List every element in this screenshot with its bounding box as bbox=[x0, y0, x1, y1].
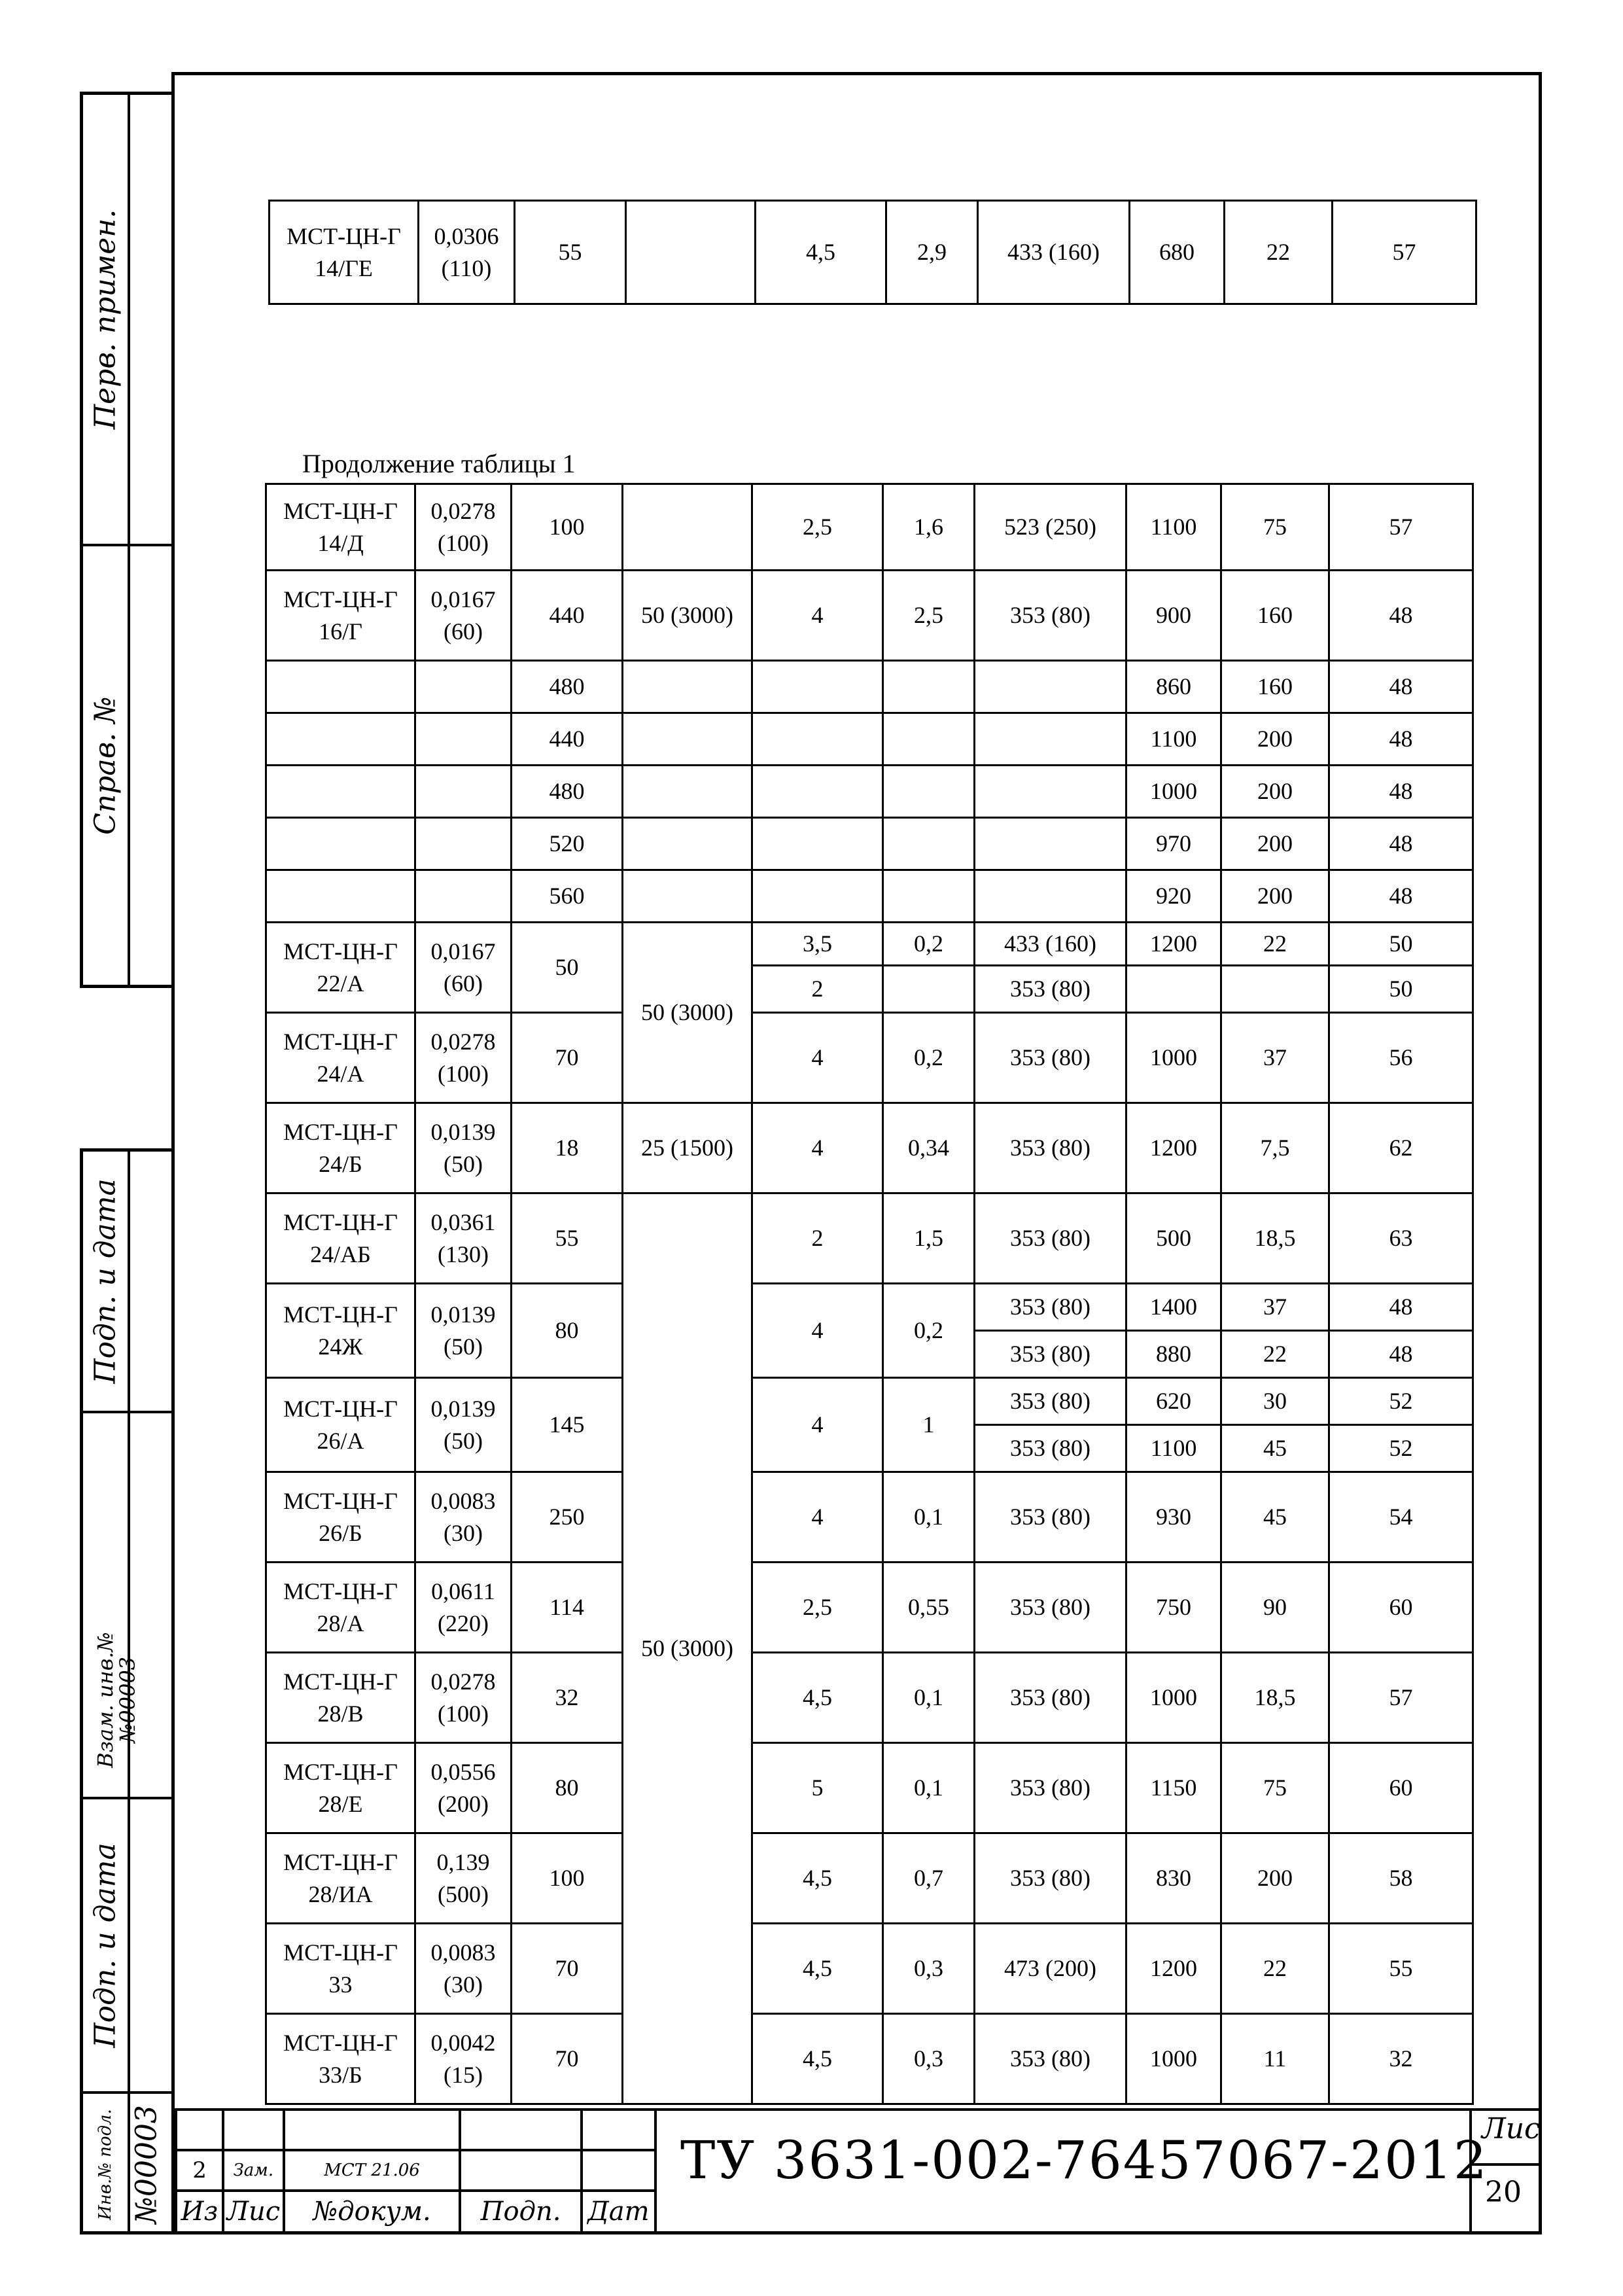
table-cell: 48 bbox=[1329, 571, 1473, 661]
table-cell: 50 (3000) bbox=[623, 1193, 752, 2104]
podp-data-label-2: Подп. и дата bbox=[88, 1843, 122, 2048]
table-cell bbox=[266, 661, 415, 713]
table-cell: 353 (80) bbox=[975, 1193, 1126, 1284]
table-cell: 1000 bbox=[1126, 766, 1221, 818]
table-cell: 900 bbox=[1126, 571, 1221, 661]
table-cell bbox=[415, 818, 512, 870]
table-cell bbox=[266, 818, 415, 870]
table-cell: 0,0139 (50) bbox=[415, 1284, 512, 1378]
table-cell: 4,5 bbox=[756, 201, 886, 304]
inv-podl-label: Инв.№ подл. bbox=[95, 2108, 115, 2220]
table-row bbox=[266, 1924, 1473, 2014]
table-cell: 45 bbox=[1221, 1472, 1329, 1563]
table-cell: 970 bbox=[1126, 818, 1221, 870]
table-cell bbox=[623, 870, 752, 923]
table-cell: МСТ-ЦН-Г 14/ГЕ bbox=[270, 201, 419, 304]
header-date: Дат bbox=[582, 2191, 655, 2233]
table-cell: 0,2 bbox=[883, 1284, 975, 1378]
table-cell: 480 bbox=[512, 661, 623, 713]
table-cell: 353 (80) bbox=[975, 1563, 1126, 1653]
table-cell: 1100 bbox=[1126, 1425, 1221, 1472]
table-cell: 48 bbox=[1329, 766, 1473, 818]
table-row bbox=[266, 1193, 1473, 1284]
table-cell: 2 bbox=[752, 966, 883, 1013]
table-cell: 620 bbox=[1126, 1378, 1221, 1425]
table-cell: 70 bbox=[512, 1013, 623, 1103]
table-cell: 57 bbox=[1329, 1653, 1473, 1743]
title-block-left bbox=[175, 2108, 657, 2234]
table-row bbox=[266, 1653, 1473, 1743]
table-cell: 50 bbox=[1329, 923, 1473, 966]
table-cell: 0,0042 (15) bbox=[415, 2014, 512, 2104]
table-cell: 2,5 bbox=[883, 571, 975, 661]
table-cell: 4 bbox=[752, 571, 883, 661]
margin-cell-sprav bbox=[83, 546, 171, 985]
table-cell: 353 (80) bbox=[975, 2014, 1126, 2104]
table-cell: 0,0361 (130) bbox=[415, 1193, 512, 1284]
table-cell: 353 (80) bbox=[975, 1833, 1126, 1924]
table-row bbox=[266, 923, 1473, 966]
table-row bbox=[266, 1833, 1473, 1924]
table-cell: 11 bbox=[1221, 2014, 1329, 2104]
table-cell: 18,5 bbox=[1221, 1653, 1329, 1743]
table-row bbox=[266, 1378, 1473, 1425]
table-cell: МСТ-ЦН-Г 24/АБ bbox=[266, 1193, 415, 1284]
table-cell: 1000 bbox=[1126, 1653, 1221, 1743]
table-row bbox=[266, 1743, 1473, 1833]
table-cell: 1000 bbox=[1126, 2014, 1221, 2104]
table-cell bbox=[883, 870, 975, 923]
table-cell bbox=[266, 766, 415, 818]
table-cell bbox=[415, 713, 512, 766]
table-cell: 50 (3000) bbox=[623, 571, 752, 661]
vzam-inv-value: №00003 bbox=[114, 1656, 140, 1744]
table-caption: Продолжение таблицы 1 bbox=[302, 449, 576, 478]
table-cell bbox=[975, 713, 1126, 766]
table-cell: 200 bbox=[1221, 713, 1329, 766]
table-cell: 0,55 bbox=[883, 1563, 975, 1653]
table-cell: 433 (160) bbox=[978, 201, 1130, 304]
table-cell: 0,0139 (50) bbox=[415, 1378, 512, 1472]
table-cell: 0,0306 (110) bbox=[419, 201, 515, 304]
table-row bbox=[266, 1563, 1473, 1653]
table-cell: 440 bbox=[512, 571, 623, 661]
table-cell: 250 bbox=[512, 1472, 623, 1563]
table-row bbox=[266, 1472, 1473, 1563]
table-cell: 0,1 bbox=[883, 1743, 975, 1833]
table-cell: 353 (80) bbox=[975, 1103, 1126, 1193]
table-cell: 48 bbox=[1329, 818, 1473, 870]
table-cell bbox=[623, 713, 752, 766]
table-cell: 0,0611 (220) bbox=[415, 1563, 512, 1653]
table-cell bbox=[623, 818, 752, 870]
table-cell bbox=[1126, 966, 1221, 1013]
table-cell: 52 bbox=[1329, 1378, 1473, 1425]
table-cell: 2 bbox=[752, 1193, 883, 1284]
table-cell bbox=[883, 766, 975, 818]
table-cell: 0,34 bbox=[883, 1103, 975, 1193]
table-cell: 25 (1500) bbox=[623, 1103, 752, 1193]
table-cell: 45 bbox=[1221, 1425, 1329, 1472]
table-cell: 37 bbox=[1221, 1284, 1329, 1331]
table-cell bbox=[883, 966, 975, 1013]
table-cell: 1200 bbox=[1126, 923, 1221, 966]
table-cell: 1000 bbox=[1126, 1013, 1221, 1103]
table-cell bbox=[415, 870, 512, 923]
doc-code: ТУ 3631-002-76457067-2012 bbox=[680, 2130, 1488, 2191]
table-cell: МСТ-ЦН-Г 22/А bbox=[266, 923, 415, 1013]
table-cell bbox=[623, 661, 752, 713]
table-cell: 63 bbox=[1329, 1193, 1473, 1284]
table-cell: 4 bbox=[752, 1284, 883, 1378]
table-cell: 57 bbox=[1329, 484, 1473, 571]
table-cell: 353 (80) bbox=[975, 1653, 1126, 1743]
stamp-cell bbox=[582, 2150, 655, 2191]
table-cell: 1100 bbox=[1126, 484, 1221, 571]
table-cell: 0,0278 (100) bbox=[415, 484, 512, 571]
table-cell: 55 bbox=[512, 1193, 623, 1284]
table-cell: 353 (80) bbox=[975, 1472, 1126, 1563]
table-cell bbox=[752, 713, 883, 766]
left-margin-upper bbox=[80, 92, 175, 988]
table-cell: 920 bbox=[1126, 870, 1221, 923]
table-cell: 440 bbox=[512, 713, 623, 766]
table-cell: МСТ-ЦН-Г 14/Д bbox=[266, 484, 415, 571]
table-cell: 353 (80) bbox=[975, 571, 1126, 661]
table-cell: 50 (3000) bbox=[623, 923, 752, 1103]
table-row bbox=[266, 1013, 1473, 1103]
table-cell: 0,3 bbox=[883, 1924, 975, 2014]
table-cell: 560 bbox=[512, 870, 623, 923]
table-cell: 500 bbox=[1126, 1193, 1221, 1284]
table-cell: 480 bbox=[512, 766, 623, 818]
table-cell: 5 bbox=[752, 1743, 883, 1833]
table-cell: 100 bbox=[512, 484, 623, 571]
stamp-cell bbox=[460, 2150, 581, 2191]
table-row bbox=[266, 1284, 1473, 1331]
table-cell: 55 bbox=[1329, 1924, 1473, 2014]
table-cell bbox=[975, 766, 1126, 818]
table-cell bbox=[883, 818, 975, 870]
table-cell: 0,2 bbox=[883, 923, 975, 966]
table-cell: 80 bbox=[512, 1284, 623, 1378]
table-row bbox=[266, 1103, 1473, 1193]
table-cell: 930 bbox=[1126, 1472, 1221, 1563]
table-cell: 4,5 bbox=[752, 2014, 883, 2104]
table-cell: 0,0278 (100) bbox=[415, 1653, 512, 1743]
table-cell: 55 bbox=[515, 201, 626, 304]
table-cell bbox=[883, 661, 975, 713]
table-cell: 1,6 bbox=[883, 484, 975, 571]
table-cell bbox=[1221, 966, 1329, 1013]
table-cell bbox=[623, 766, 752, 818]
table-cell: 200 bbox=[1221, 1833, 1329, 1924]
top-fragment-table bbox=[268, 200, 1477, 305]
table-cell: 32 bbox=[1329, 2014, 1473, 2104]
margin-cell-inv-podl bbox=[83, 2094, 171, 2234]
margin-cell-podp-data-1 bbox=[83, 1152, 171, 1413]
sheet-number: 20 bbox=[1485, 2176, 1522, 2209]
table-cell: 18 bbox=[512, 1103, 623, 1193]
table-cell: 860 bbox=[1126, 661, 1221, 713]
table-cell: МСТ-ЦН-Г 26/Б bbox=[266, 1472, 415, 1563]
table-cell: 200 bbox=[1221, 818, 1329, 870]
table-cell: 353 (80) bbox=[975, 1331, 1126, 1378]
table-cell: 60 bbox=[1329, 1743, 1473, 1833]
table-cell bbox=[752, 661, 883, 713]
table-cell bbox=[415, 661, 512, 713]
table-row bbox=[266, 766, 1473, 818]
stamp-cell bbox=[284, 2110, 461, 2150]
table-cell bbox=[883, 713, 975, 766]
table-cell: 100 bbox=[512, 1833, 623, 1924]
table-cell: 4,5 bbox=[752, 1653, 883, 1743]
table-cell: 56 bbox=[1329, 1013, 1473, 1103]
table-cell: МСТ-ЦН-Г 24/Б bbox=[266, 1103, 415, 1193]
table-cell: 200 bbox=[1221, 870, 1329, 923]
table-cell: 70 bbox=[512, 1924, 623, 2014]
table-cell: 58 bbox=[1329, 1833, 1473, 1924]
table-cell: 0,0083 (30) bbox=[415, 1924, 512, 2014]
table-cell: 1200 bbox=[1126, 1924, 1221, 2014]
inv-podl-value: №00003 bbox=[130, 2104, 164, 2224]
table-cell: 22 bbox=[1221, 923, 1329, 966]
table-cell: МСТ-ЦН-Г 28/А bbox=[266, 1563, 415, 1653]
table-cell: 0,2 bbox=[883, 1013, 975, 1103]
table-row bbox=[266, 713, 1473, 766]
table-cell: 52 bbox=[1329, 1425, 1473, 1472]
perv-primen-label: Перв. примен. bbox=[88, 209, 122, 430]
table-cell: 50 bbox=[1329, 966, 1473, 1013]
table-cell bbox=[266, 713, 415, 766]
table-cell bbox=[626, 201, 756, 304]
table-cell: 4 bbox=[752, 1378, 883, 1472]
table-cell: 2,9 bbox=[886, 201, 978, 304]
table-cell: 0,7 bbox=[883, 1833, 975, 1924]
table-cell: 4,5 bbox=[752, 1833, 883, 1924]
table-cell: 80 bbox=[512, 1743, 623, 1833]
table-cell: 22 bbox=[1225, 201, 1333, 304]
table-cell: 353 (80) bbox=[975, 1013, 1126, 1103]
table-row bbox=[266, 870, 1473, 923]
table-cell: 54 bbox=[1329, 1472, 1473, 1563]
margin-cell-podp-data-2 bbox=[83, 1799, 171, 2094]
table-cell: МСТ-ЦН-Г 33 bbox=[266, 1924, 415, 2014]
table-cell: 0,139 (500) bbox=[415, 1833, 512, 1924]
header-iz: Из bbox=[176, 2191, 223, 2233]
main-table bbox=[265, 483, 1474, 2105]
table-cell: 750 bbox=[1126, 1563, 1221, 1653]
table-cell bbox=[752, 766, 883, 818]
table-cell: 160 bbox=[1221, 571, 1329, 661]
table-cell bbox=[752, 818, 883, 870]
table-cell: 0,0139 (50) bbox=[415, 1103, 512, 1193]
table-row bbox=[266, 2014, 1473, 2104]
table-cell: 433 (160) bbox=[975, 923, 1126, 966]
table-cell bbox=[415, 766, 512, 818]
table-cell: 1,5 bbox=[883, 1193, 975, 1284]
table-cell: МСТ-ЦН-Г 16/Г bbox=[266, 571, 415, 661]
stamp-cell bbox=[176, 2110, 223, 2150]
margin-cell-vzam-inv bbox=[83, 1603, 171, 1799]
table-cell: 523 (250) bbox=[975, 484, 1126, 571]
table-cell: 18,5 bbox=[1221, 1193, 1329, 1284]
table-cell: 353 (80) bbox=[975, 1425, 1126, 1472]
table-cell: МСТ-ЦН-Г 33/Б bbox=[266, 2014, 415, 2104]
table-cell: 0,0167 (60) bbox=[415, 923, 512, 1013]
table-cell: 62 bbox=[1329, 1103, 1473, 1193]
table-cell: 4 bbox=[752, 1013, 883, 1103]
table-row bbox=[266, 661, 1473, 713]
sheet-divider bbox=[1472, 2163, 1542, 2166]
table-cell: 7,5 bbox=[1221, 1103, 1329, 1193]
table-cell bbox=[752, 870, 883, 923]
table-cell: 4 bbox=[752, 1103, 883, 1193]
table-cell: 353 (80) bbox=[975, 1743, 1126, 1833]
table-cell: 37 bbox=[1221, 1013, 1329, 1103]
table-cell: 2,5 bbox=[752, 484, 883, 571]
table-row bbox=[266, 484, 1473, 571]
table-cell: 48 bbox=[1329, 870, 1473, 923]
table-cell: 1200 bbox=[1126, 1103, 1221, 1193]
table-cell: 880 bbox=[1126, 1331, 1221, 1378]
header-podp: Подп. bbox=[460, 2191, 581, 2233]
table-row bbox=[270, 201, 1476, 304]
table-cell: 473 (200) bbox=[975, 1924, 1126, 2014]
table-cell: 75 bbox=[1221, 484, 1329, 571]
table-cell: 200 bbox=[1221, 766, 1329, 818]
stamp-cell bbox=[460, 2110, 581, 2150]
table-cell: 0,0083 (30) bbox=[415, 1472, 512, 1563]
table-cell: 3,5 bbox=[752, 923, 883, 966]
table-cell bbox=[623, 484, 752, 571]
table-cell: 160 bbox=[1221, 661, 1329, 713]
sheet-label: Лис bbox=[1482, 2112, 1541, 2146]
doc-number-value: МСТ 21.06 bbox=[284, 2150, 461, 2191]
table-cell: 70 bbox=[512, 2014, 623, 2104]
table-cell: 145 bbox=[512, 1378, 623, 1472]
change-number: 2 bbox=[176, 2150, 223, 2191]
table-cell bbox=[975, 661, 1126, 713]
table-cell: 0,3 bbox=[883, 2014, 975, 2104]
margin-cell-perv-primen bbox=[83, 95, 171, 546]
table-cell: 48 bbox=[1329, 1284, 1473, 1331]
table-cell: МСТ-ЦН-Г 28/В bbox=[266, 1653, 415, 1743]
podp-data-label-1: Подп. и дата bbox=[88, 1178, 122, 1384]
table-cell: 22 bbox=[1221, 1924, 1329, 2014]
stamp-cell bbox=[223, 2110, 284, 2150]
table-cell: 1400 bbox=[1126, 1284, 1221, 1331]
table-cell: 22 bbox=[1221, 1331, 1329, 1378]
table-row bbox=[266, 818, 1473, 870]
table-cell: 48 bbox=[1329, 1331, 1473, 1378]
table-cell: 114 bbox=[512, 1563, 623, 1653]
table-cell: 48 bbox=[1329, 661, 1473, 713]
table-cell: МСТ-ЦН-Г 26/А bbox=[266, 1378, 415, 1472]
table-cell: 30 bbox=[1221, 1378, 1329, 1425]
header-lis: Лис bbox=[223, 2191, 284, 2233]
header-docnum: №докум. bbox=[284, 2191, 461, 2233]
table-cell: 0,0167 (60) bbox=[415, 571, 512, 661]
table-cell: 32 bbox=[512, 1653, 623, 1743]
table-cell: 4,5 bbox=[752, 1924, 883, 2014]
table-cell: 75 bbox=[1221, 1743, 1329, 1833]
left-margin-lower bbox=[80, 1148, 175, 2234]
table-cell: 90 bbox=[1221, 1563, 1329, 1653]
table-cell: 1100 bbox=[1126, 713, 1221, 766]
sprav-no-label: Справ. № bbox=[88, 696, 122, 835]
table-cell: 830 bbox=[1126, 1833, 1221, 1924]
stamp-cell bbox=[582, 2110, 655, 2150]
table-cell: 4 bbox=[752, 1472, 883, 1563]
table-cell: 680 bbox=[1130, 201, 1225, 304]
table-cell: 60 bbox=[1329, 1563, 1473, 1653]
table-cell: 0,0278 (100) bbox=[415, 1013, 512, 1103]
table-cell: 57 bbox=[1333, 201, 1476, 304]
table-cell: МСТ-ЦН-Г 24/А bbox=[266, 1013, 415, 1103]
table-cell: 2,5 bbox=[752, 1563, 883, 1653]
table-cell bbox=[975, 870, 1126, 923]
table-cell: МСТ-ЦН-Г 28/Е bbox=[266, 1743, 415, 1833]
table-cell bbox=[266, 870, 415, 923]
table-cell: 0,0556 (200) bbox=[415, 1743, 512, 1833]
table-cell: МСТ-ЦН-Г 24Ж bbox=[266, 1284, 415, 1378]
change-type: Зам. bbox=[223, 2150, 284, 2191]
table-cell: 50 bbox=[512, 923, 623, 1013]
table-row bbox=[266, 571, 1473, 661]
table-cell: 353 (80) bbox=[975, 1284, 1126, 1331]
table-cell: 0,1 bbox=[883, 1472, 975, 1563]
table-cell: МСТ-ЦН-Г 28/ИА bbox=[266, 1833, 415, 1924]
table-cell: 353 (80) bbox=[975, 1378, 1126, 1425]
vzam-inv-label: Взам. инв.№ bbox=[92, 1632, 118, 1768]
table-cell: 1150 bbox=[1126, 1743, 1221, 1833]
table-cell: 48 bbox=[1329, 713, 1473, 766]
table-cell: 0,1 bbox=[883, 1653, 975, 1743]
table-cell: 520 bbox=[512, 818, 623, 870]
table-cell: 1 bbox=[883, 1378, 975, 1472]
table-cell bbox=[975, 818, 1126, 870]
table-cell: 353 (80) bbox=[975, 966, 1126, 1013]
